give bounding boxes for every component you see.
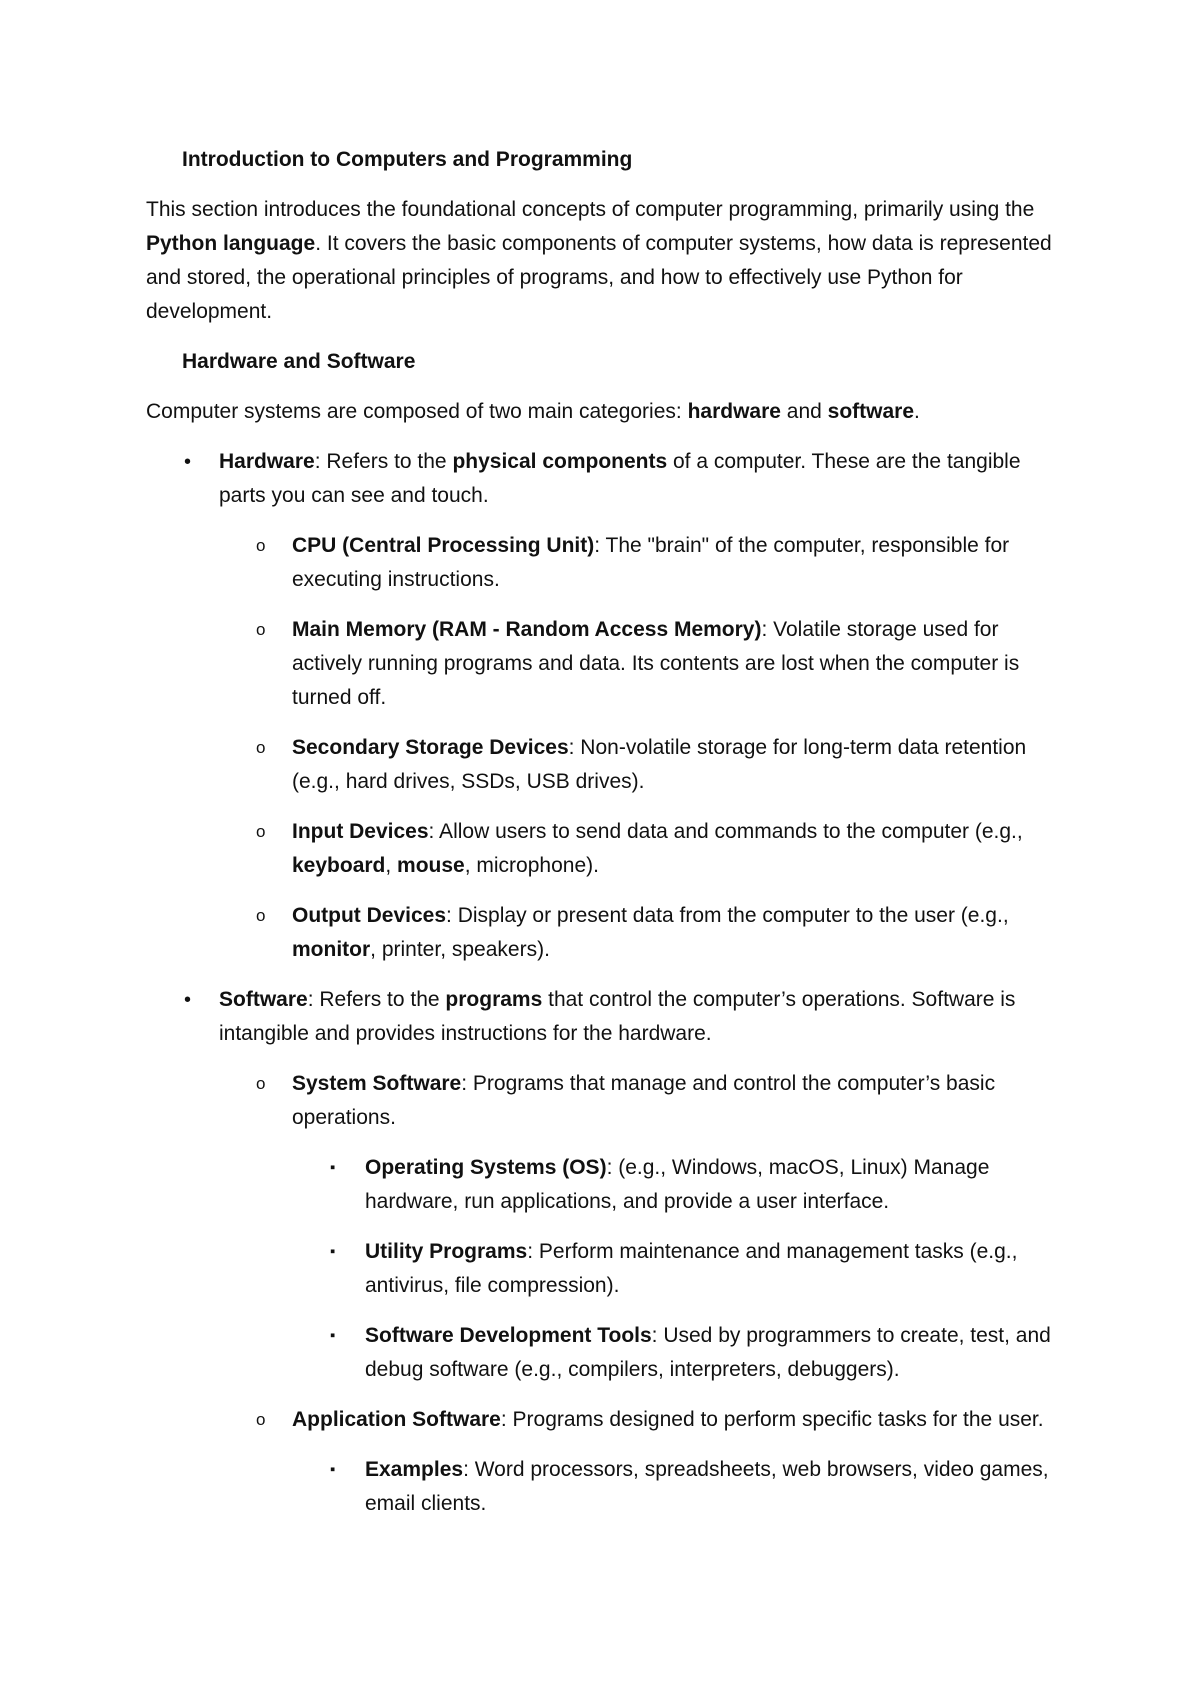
page-title: Introduction to Computers and Programming	[182, 148, 633, 171]
application-sublist-wrapper	[146, 1453, 1066, 1521]
bullet-marker: o	[256, 1410, 266, 1429]
item-text: : Programs that manage and control the computer’s basic operations.	[292, 1072, 996, 1129]
list-item-system-software	[146, 1067, 1066, 1135]
item-text: of a computer. These are the tangible parts you can see and touch.	[219, 450, 1021, 507]
item-text: , printer, speakers).	[370, 938, 550, 961]
system-software-sublist	[146, 1151, 1066, 1387]
term: Secondary Storage Devices	[292, 736, 569, 759]
term: Input Devices	[292, 820, 429, 843]
term: Application Software	[292, 1408, 501, 1431]
item-text: : (e.g., Windows, macOS, Linux) Manage hardware, run applications, and provide a user interface.	[365, 1156, 990, 1213]
bullet-marker: •	[184, 989, 192, 1011]
intro-bold-python: Python language	[146, 232, 316, 255]
item-text: : Volatile storage used for actively running programs and data. Its contents are lost when the computer is turned off.	[292, 618, 1020, 709]
bold-programs: programs	[445, 988, 543, 1011]
system-software-sublist-wrapper	[146, 1151, 1066, 1387]
item-text: that control the computer’s operations. Software is intangible and provides instructions for the hardware.	[219, 988, 1016, 1045]
term: Examples	[365, 1458, 464, 1481]
term-hardware: Hardware	[219, 450, 315, 473]
bullet-marker: ▪	[330, 1461, 336, 1478]
section-intro-text: Computer systems are composed of two main categories:	[146, 400, 688, 423]
item-text: : The "brain" of the computer, responsible for executing instructions.	[292, 534, 1010, 591]
item-text: : Display or present data from the computer to the user (e.g.,	[446, 904, 1009, 927]
term: CPU (Central Processing Unit)	[292, 534, 595, 557]
intro-text: This section introduces the foundational concepts of computer programming, primarily using the	[146, 198, 1035, 221]
list-item-operating-systems	[146, 1151, 1066, 1219]
software-sublist-wrapper	[146, 1067, 1066, 1521]
bullet-marker: o	[256, 738, 266, 757]
item-text: ,	[385, 854, 398, 877]
main-list	[146, 445, 1066, 1521]
list-item-dev-tools	[146, 1319, 1066, 1387]
list-item-input-devices	[146, 815, 1066, 883]
section-intro-paragraph	[146, 395, 1066, 429]
term: Operating Systems (OS)	[365, 1156, 607, 1179]
term: Utility Programs	[365, 1240, 528, 1263]
section-intro-text: and	[780, 400, 828, 423]
bullet-marker: ▪	[330, 1243, 336, 1260]
item-text: : Programs designed to perform specific tasks for the user.	[500, 1408, 1044, 1431]
bullet-marker: o	[256, 620, 266, 639]
term: Software Development Tools	[365, 1324, 652, 1347]
list-item-hardware	[146, 445, 1066, 513]
section-intro-text: .	[914, 400, 920, 423]
bold-mouse: mouse	[397, 854, 465, 877]
list-item-utility-programs	[146, 1235, 1066, 1303]
software-sublist	[146, 1067, 1066, 1521]
item-text: : Used by programmers to create, test, and debug software (e.g., compilers, interpreters, debuggers).	[365, 1324, 1051, 1381]
bold-physical-components: physical components	[452, 450, 668, 473]
item-text: : Allow users to send data and commands to the computer (e.g.,	[428, 820, 1023, 843]
term: System Software	[292, 1072, 462, 1095]
bold-software: software	[827, 400, 915, 423]
term: Main Memory (RAM - Random Access Memory)	[292, 618, 762, 641]
list-item-secondary-storage	[146, 731, 1066, 799]
bold-monitor: monitor	[292, 938, 371, 961]
bullet-marker: o	[256, 822, 266, 841]
bold-hardware: hardware	[687, 400, 781, 423]
list-item-main-memory	[146, 613, 1066, 715]
item-text: : Refers to the	[314, 450, 453, 473]
bullet-marker: o	[256, 536, 266, 555]
item-text: , microphone).	[464, 854, 599, 877]
application-sublist	[146, 1453, 1066, 1521]
section-heading-hardware-software: Hardware and Software	[182, 350, 416, 373]
item-text: : Refers to the	[307, 988, 446, 1011]
item-text: : Word processors, spreadsheets, web browsers, video games, email clients.	[365, 1458, 1049, 1515]
list-item-software	[146, 983, 1066, 1051]
list-item-cpu	[146, 529, 1066, 597]
item-text: : Non-volatile storage for long-term data retention (e.g., hard drives, SSDs, USB drives).	[292, 736, 1027, 793]
bullet-marker: o	[256, 906, 266, 925]
term: Output Devices	[292, 904, 447, 927]
hardware-sublist	[146, 529, 1066, 967]
bullet-marker: o	[256, 1074, 266, 1093]
term-software: Software	[219, 988, 308, 1011]
intro-paragraph	[146, 193, 1066, 329]
bullet-marker: •	[184, 451, 192, 473]
document-body	[146, 143, 1066, 1537]
bullet-marker: ▪	[330, 1327, 336, 1344]
bullet-marker: ▪	[330, 1159, 336, 1176]
list-item-examples	[146, 1453, 1066, 1521]
item-text: : Perform maintenance and management tasks (e.g., antivirus, file compression).	[365, 1240, 1018, 1297]
intro-text: . It covers the basic components of computer systems, how data is represented and stored, the operational principles of programs, and how to effectively use Python for development.	[146, 232, 1052, 323]
list-item-output-devices	[146, 899, 1066, 967]
hardware-sublist-wrapper	[146, 529, 1066, 967]
bold-keyboard: keyboard	[292, 854, 386, 877]
list-item-application-software	[146, 1403, 1066, 1437]
